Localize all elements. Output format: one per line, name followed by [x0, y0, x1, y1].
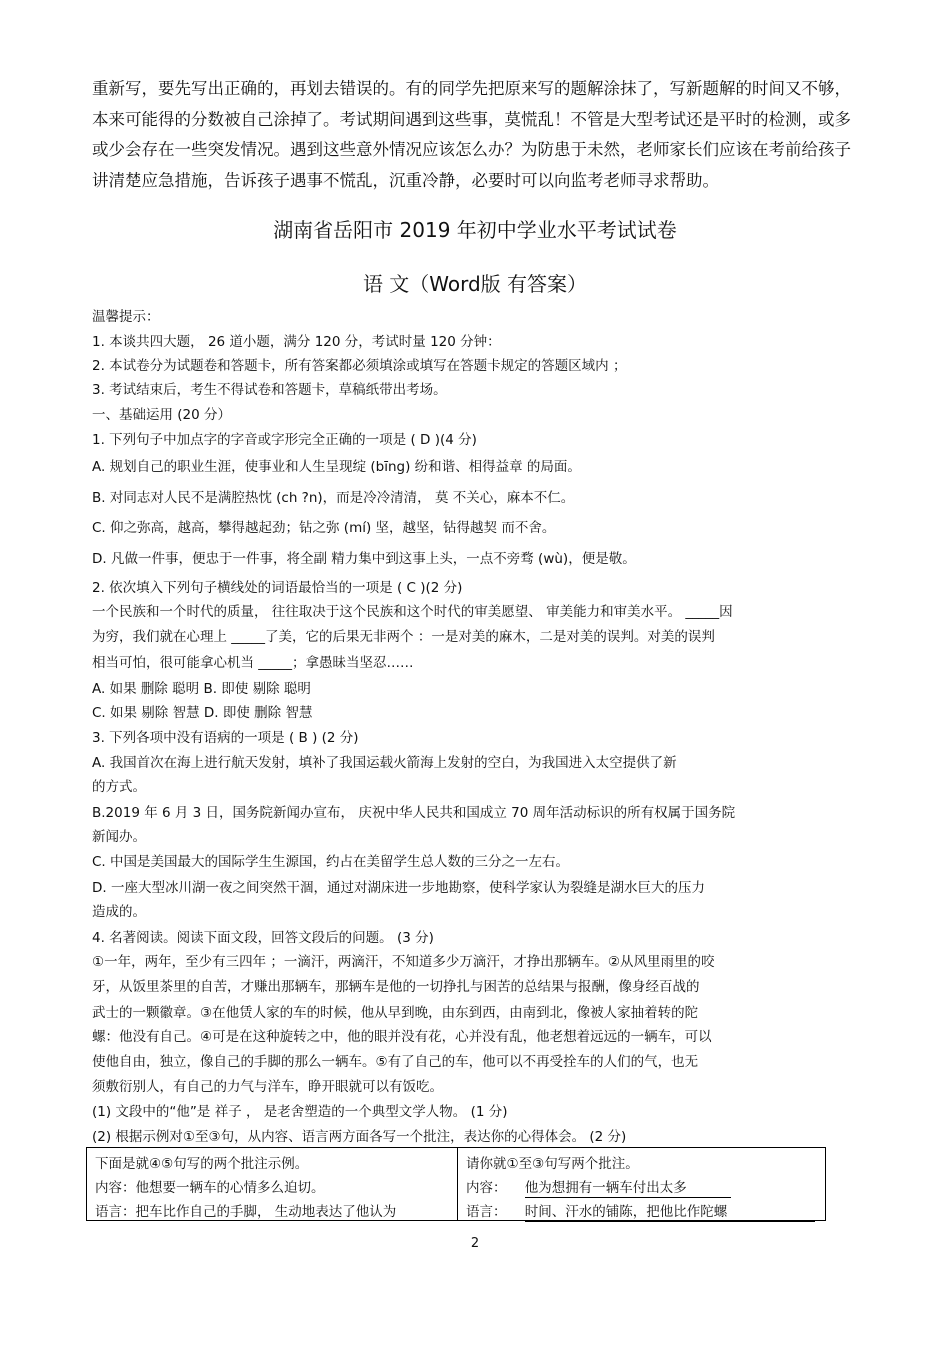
- option-line: A. 我国首次在海上进行航天发射，填补了我国运载火箭海上发射的空白，为我国进入太空提供了新: [92, 755, 677, 771]
- tips-heading: 温馨提示：: [92, 309, 160, 325]
- tip-line: 2. 本试卷分为试题卷和答题卡，所有答案都必须填涂或填写在答题卡规定的答题区域内 ；: [92, 358, 627, 374]
- intro-line: 讲清楚应急措施，告诉孩子遇事不慌乱，沉重冷静，必要时可以向监考老师寻求帮助。: [92, 170, 719, 190]
- intro-line: 或少会存在一些突发情况。遇到这些意外情况应该怎么办？为防患于未然，老师家长们应该在考前给孩子: [92, 140, 851, 159]
- intro-paragraph: [92, 74, 862, 196]
- option-line: A. 规划自己的职业生涯，使事业和人生呈现绽 (bīng) 纷和谐、相得益章 的局面。: [92, 459, 581, 475]
- intro-line: 本来可能得的分数被自己涂掉了。考试期间遇到这些事，莫慌乱！不管是大型考试还是平时的检测，或多: [92, 109, 851, 129]
- passage-line: 使他自由，独立，像自己的手脚的那么一辆车。⑤有了自己的车，他可以不再受拴车的人们的气，也无: [92, 1054, 699, 1070]
- content-answer: 他为想拥有一辆车付出太多: [525, 1176, 731, 1198]
- subquestion-line: (2) 根据示例对①至③句，从内容、语言两方面各写一个批注，表达你的心得体会。 (2 分): [92, 1129, 627, 1145]
- language-label: 语言：: [466, 1204, 507, 1220]
- option-line: D. 一座大型冰川湖一夜之间突然干涸，通过对湖床进一步地勘察，使科学家认为裂缝是湖水巨大的压力: [92, 880, 705, 896]
- answer-column: [458, 1148, 825, 1220]
- exam-title: 湖南省岳阳市 2019 年初中学业水平考试试卷: [273, 218, 677, 242]
- option-line: 造成的。: [92, 904, 146, 920]
- section-heading: 一、基础运用 (20 分）: [92, 407, 232, 423]
- passage-line: 须敷衍别人，有自己的力气与洋车，睁开眼就可以有饭吃。: [92, 1079, 443, 1095]
- passage-line: 武士的一颗徽章。③在他赁人家的车的时候，他从早到晚，由东到西，由南到北，像被人家抽着转的陀: [92, 1005, 699, 1021]
- answer-language-row: [466, 1200, 815, 1222]
- tip-line: 1. 本谈共四大题， 26 道小题，满分 120 分，考试时量 120 分钟：: [92, 334, 501, 350]
- option-line: B.2019 年 6 月 3 日，国务院新闻办宣布， 庆祝中华人民共和国成立 70 周年活动标识的所有权属于国务院: [92, 805, 736, 821]
- question-text: 相当可怕，很可能拿心机当 _____；拿愚昧当坚忍……: [92, 655, 414, 671]
- passage-line: 螺：他没有自己。④可是在这种旋转之中，他的眼并没有花，心并没有乱，他老想着远远的一辆车，可以: [92, 1029, 712, 1045]
- example-content: 内容：他想要一辆车的心情多么迫切。: [95, 1180, 325, 1196]
- option-line: C. 中国是美国最大的国际学生生源国，约占在美留学生总人数的三分之一左右。: [92, 854, 570, 870]
- answer-content-row: [466, 1176, 731, 1198]
- content-label: 内容：: [466, 1180, 507, 1196]
- tip-line: 3. 考试结束后，考生不得试卷和答题卡，草稿纸带出考场。: [92, 382, 447, 398]
- question-line: 1. 下列句子中加点字的字音或字形完全正确的一项是 ( D )(4 分): [92, 432, 477, 448]
- question-text: 一个民族和一个时代的质量， 往往取决于这个民族和这个时代的审美愿望、 审美能力和审美水平。 _____因: [92, 604, 733, 620]
- answer-heading: 请你就①至③句写两个批注。: [466, 1156, 639, 1172]
- subquestion-line: (1) 文段中的“他”是 祥子 ， 是老舍塑造的一个典型文学人物。 (1 分): [92, 1104, 508, 1120]
- question-text: 为穷，我们就在心理上 _____了美，它的后果无非两个 ：一是对美的麻木，二是对美的误判。对美的误判: [92, 629, 715, 645]
- option-line: B. 对同志对人民不是满腔热忱 (ch ?n)，而是冷冷清清， 莫 不关心，麻本不仁。: [92, 490, 575, 506]
- option-line: C. 仰之弥高，越高，攀得越起劲；钻之弥 (mí) 坚，越坚，钻得越契 而不舍。: [92, 520, 556, 536]
- option-line: 新闻办。: [92, 829, 146, 845]
- page-number: 2: [470, 1236, 480, 1251]
- option-line: D. 凡做一件事，便忠于一件事，将全副 精力集中到这事上头，一点不旁骛 (wù)，便是敬。: [92, 551, 636, 567]
- example-column: [87, 1148, 458, 1220]
- language-answer: 时间、汗水的铺陈，把他比作陀螺: [525, 1200, 815, 1222]
- passage-line: 牙，从饭里茶里的自苦，才赚出那辆车，那辆车是他的一切挣扎与困苦的总结果与报酬，像身经百战的: [92, 979, 700, 995]
- question-line: 2. 依次填入下列句子横线处的词语最恰当的一项是 ( C )(2 分): [92, 580, 463, 596]
- question-line: 3. 下列各项中没有语病的一项是 ( B ) (2 分): [92, 730, 359, 746]
- example-language: 语言：把车比作自己的手脚， 生动地表达了他认为: [95, 1204, 397, 1220]
- option-line: C. 如果 剔除 智慧 D. 即使 删除 智慧: [92, 705, 313, 721]
- option-line: A. 如果 删除 聪明 B. 即使 剔除 聪明: [92, 681, 311, 697]
- question-line: 4. 名著阅读。阅读下面文段，回答文段后的问题。 (3 分): [92, 930, 434, 946]
- intro-line: 重新写，要先写出正确的，再划去错误的。有的同学先把原来写的题解涂抹了，写新题解的时间又不够，: [92, 79, 851, 98]
- passage-line: ①一年，两年，至少有三四年 ；一滴汗，两滴汗，不知道多少万滴汗，才挣出那辆车。②从风里雨里的咬: [92, 954, 715, 970]
- exam-subtitle: 语 文（Word版 有答案）: [362, 272, 588, 296]
- option-line: 的方式。: [92, 779, 146, 795]
- example-heading: 下面是就④⑤句写的两个批注示例。: [95, 1156, 309, 1172]
- annotation-table: [86, 1147, 826, 1221]
